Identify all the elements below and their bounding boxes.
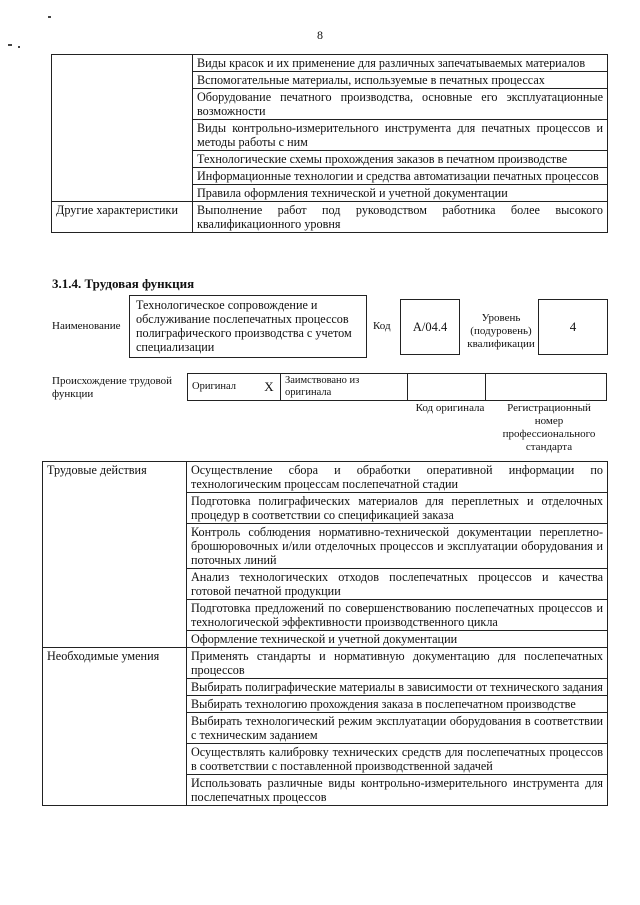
skill-row: Использовать различные виды контрольно-измерительного инструмента для послепечатных процессов — [187, 775, 608, 806]
labor-action-row: Подготовка предложений по совершенствованию послепечатных процессов и технологической эффективности производственного цикла — [187, 600, 608, 631]
skill-row: Осуществлять калибровку технических средств для послепечатных процессов в соответствии с поставленной производственной задачей — [187, 744, 608, 775]
registration-number-cell — [486, 374, 607, 401]
other-characteristics-label: Другие характеристики — [52, 202, 193, 233]
skill-row: Выбирать технологический режим эксплуатации оборудования в соответствии с техническим заданием — [187, 713, 608, 744]
knowledge-row: Технологические схемы прохождения заказов в печатном производстве — [193, 151, 608, 168]
labor-actions-label: Трудовые действия — [43, 462, 187, 648]
knowledge-table — [51, 54, 608, 233]
knowledge-row: Информационные технологии и средства автоматизации печатных процессов — [193, 168, 608, 185]
level-box: 4 — [538, 299, 608, 355]
labor-action-row: Контроль соблюдения нормативно-технической документации переплетно-брошюровочных и/или отделочных процессов и эксплуатации оборудования и поточных линий — [187, 524, 608, 569]
scan-speck — [18, 46, 20, 48]
borrowed-label: Заимствовано из оригинала — [281, 374, 408, 401]
required-skills-label: Необходимые умения — [43, 648, 187, 806]
function-name-box: Технологическое сопровождение и обслуживание послепечатных процессов полиграфического производства с учетом специализации — [129, 295, 367, 358]
skill-row: Применять стандарты и нормативную документацию для послепечатных процессов — [187, 648, 608, 679]
origin-table — [187, 373, 607, 401]
code-label: Код — [373, 320, 391, 332]
original-code-cell — [408, 374, 486, 401]
skill-row: Выбирать технологию прохождения заказа в послепечатном производстве — [187, 696, 608, 713]
page-number: 8 — [317, 28, 323, 42]
knowledge-row: Правила оформления технической и учетной документации — [193, 185, 608, 202]
skill-row: Выбирать полиграфические материалы в зависимости от технического задания — [187, 679, 608, 696]
knowledge-row: Вспомогательные материалы, используемые в печатных процессах — [193, 72, 608, 89]
scan-speck — [48, 16, 51, 18]
original-label: Оригинал — [188, 374, 259, 401]
knowledge-row: Оборудование печатного производства, основные его эксплуатационные возможности — [193, 89, 608, 120]
labor-action-row: Оформление технической и учетной документации — [187, 631, 608, 648]
labor-action-row: Осуществление сбора и обработки оперативной информации по технологическим процессам послепечатной стадии — [187, 462, 608, 493]
other-characteristics-value: Выполнение работ под руководством работника более высокого квалификационного уровня — [193, 202, 608, 233]
name-label: Наименование — [52, 320, 121, 332]
origin-label: Происхождение трудовой функции — [52, 375, 173, 400]
knowledge-row: Виды красок и их применение для различных запечатываемых материалов — [193, 55, 608, 72]
registration-number-caption: Регистрационный номер профессионального стандарта — [502, 402, 596, 453]
labor-action-row: Анализ технологических отходов послепечатных процессов и качества готовой печатной продукции — [187, 569, 608, 600]
code-box: A/04.4 — [400, 299, 460, 355]
labor-function-table — [42, 461, 608, 806]
section-title: 3.1.4. Трудовая функция — [52, 276, 195, 291]
level-label: Уровень (подуровень) квалификации — [467, 312, 535, 350]
scan-speck — [8, 44, 12, 46]
knowledge-row: Виды контрольно-измерительного инструмента для печатных процессов и методы работы с ним — [193, 120, 608, 151]
original-mark: X — [258, 374, 281, 401]
labor-action-row: Подготовка полиграфических материалов для переплетных и отделочных процедур в соответствии со спецификацией заказа — [187, 493, 608, 524]
original-code-caption: Код оригинала — [415, 402, 485, 414]
empty-label-cell — [52, 55, 193, 202]
